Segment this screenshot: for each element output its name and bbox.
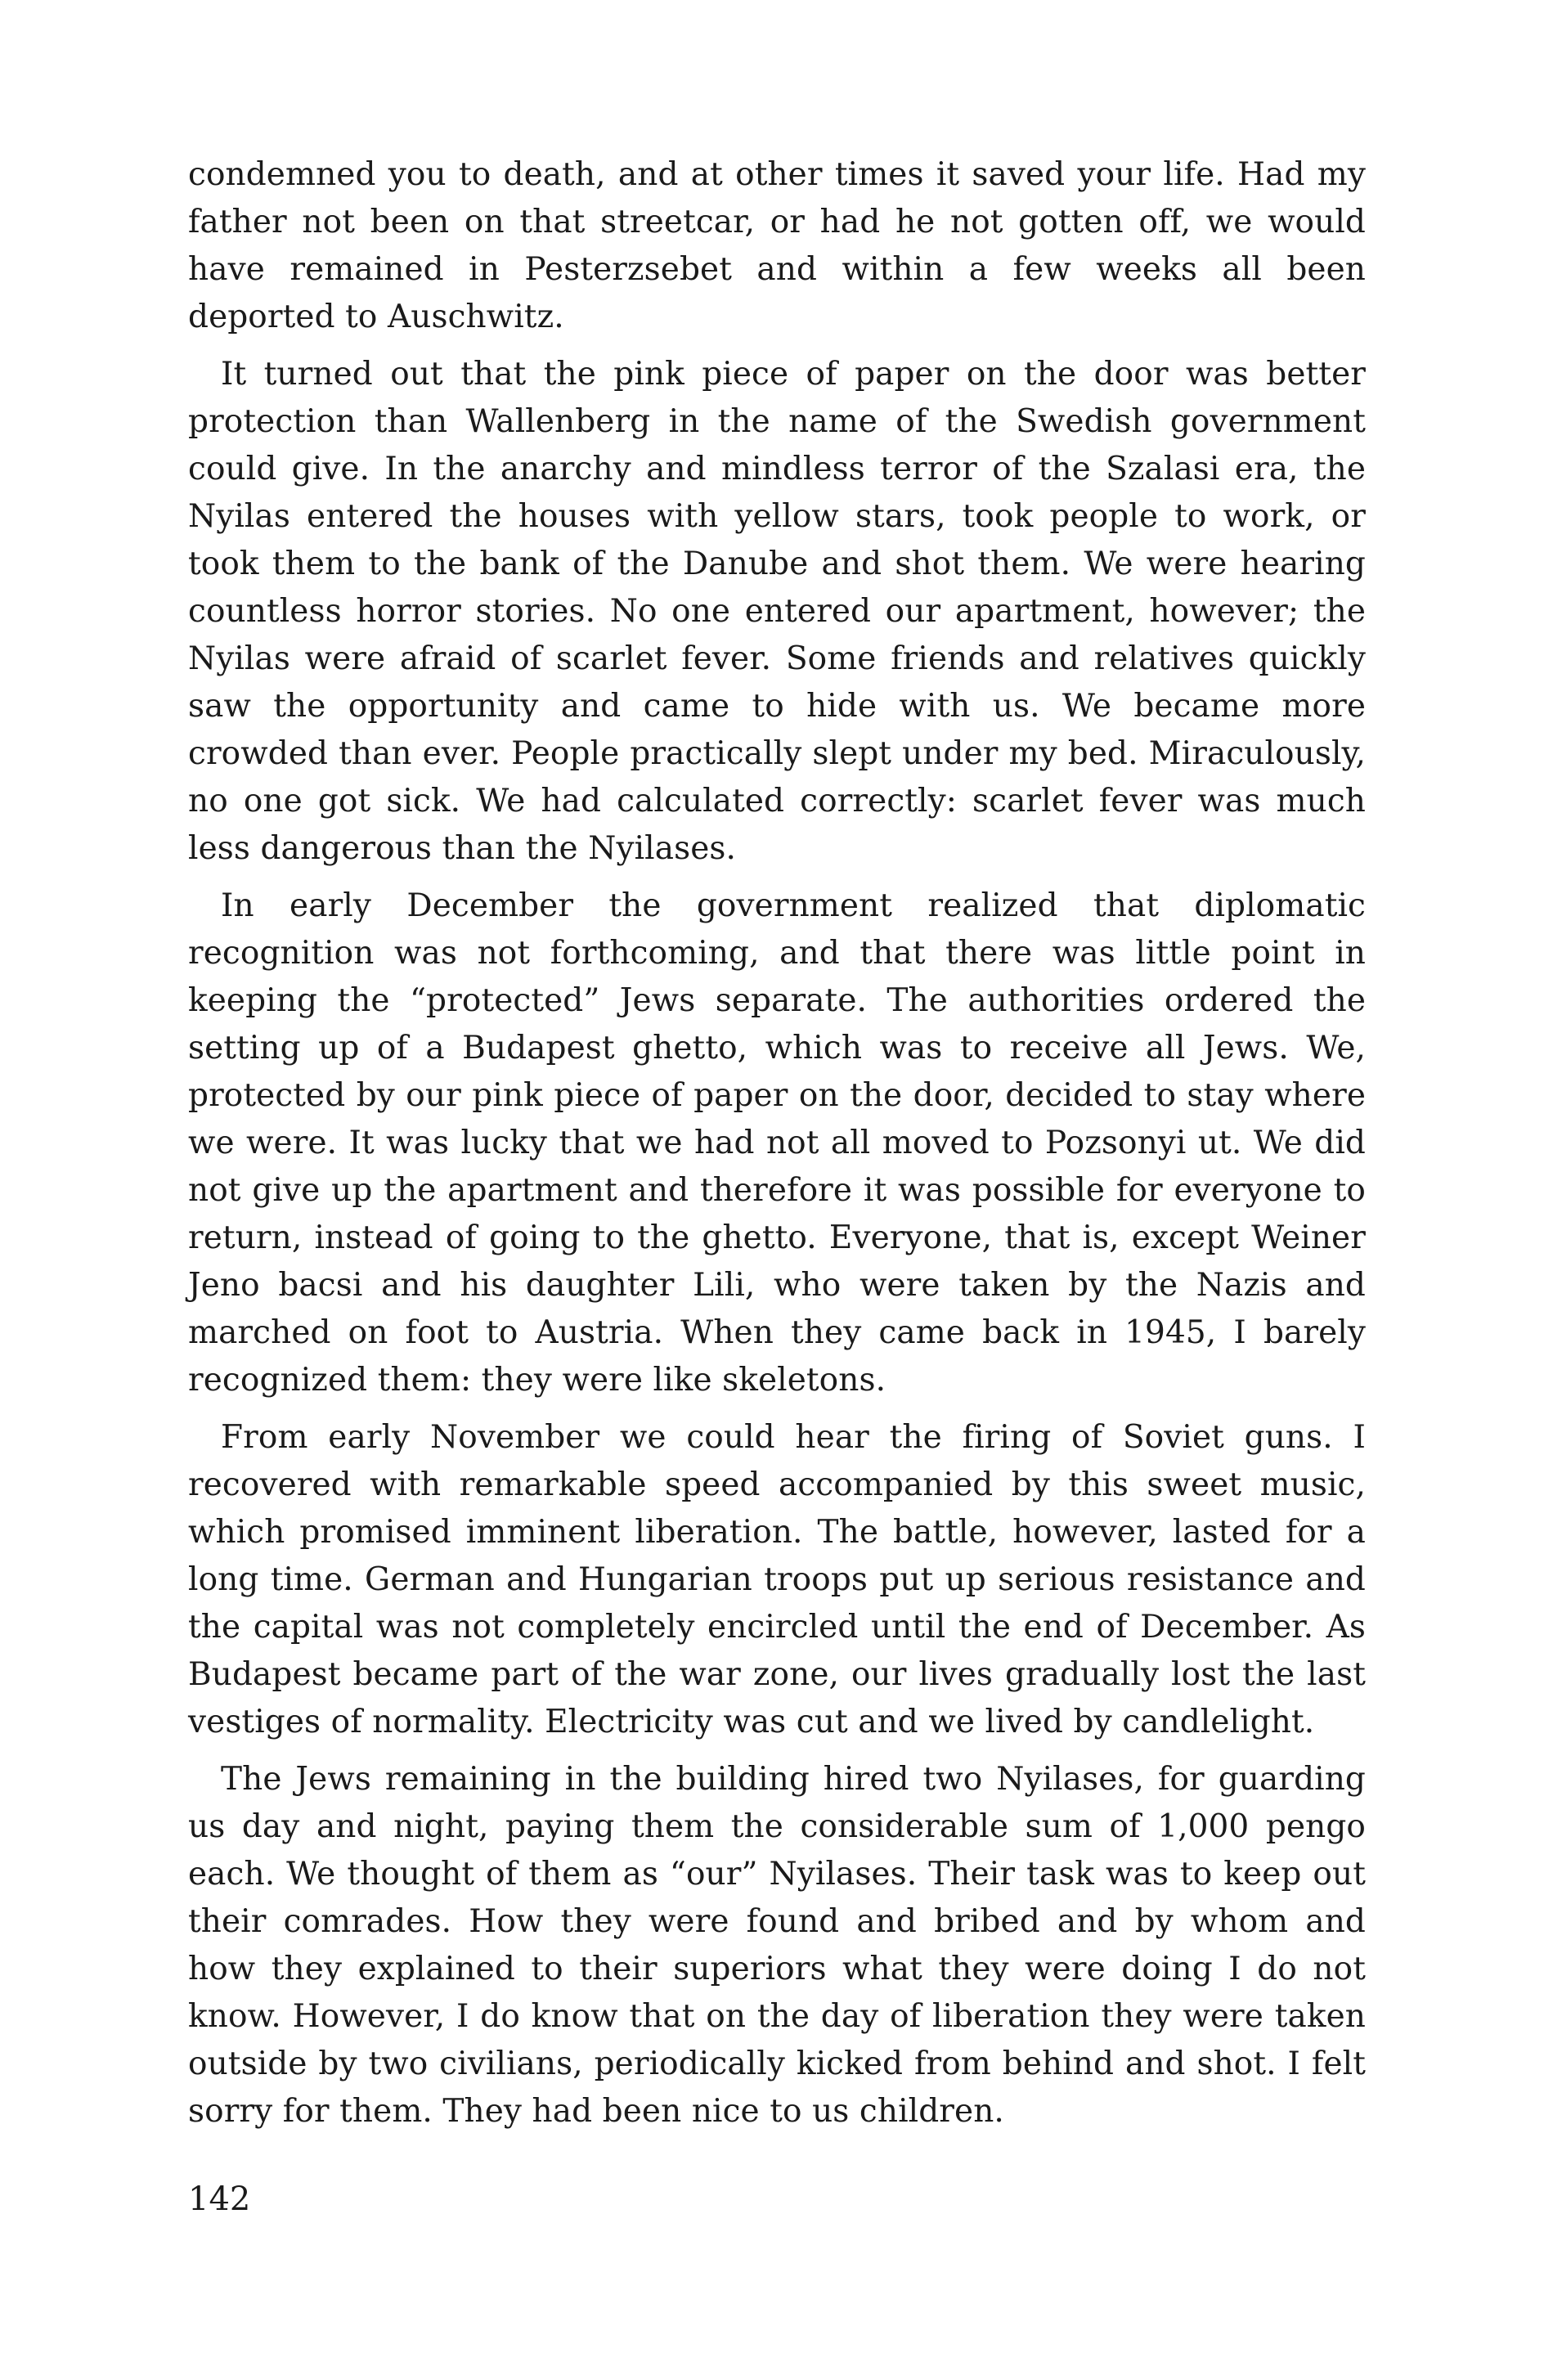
paragraph-continued: condemned you to death, and at other times it saved your life. Had my father not been on that streetcar, or had he not gotten off, we would have remained in Pesterzsebet and within a few weeks all been deported to Auschwitz. xyxy=(188,156,1366,335)
paragraph-nyilas-guards: The Jews remaining in the building hired two Nyilases, for guarding us day and night, paying them the considerable sum of 1,000 pengo each. We thought of them as “our” Nyilases. Their task was to keep out their comrades. How they were found and bribed and by whom and how they explained to their superiors what they were doing I do not know. However, I do know that on the day of liberation they were taken outside by two civilians, periodically kicked from behind and shot. I felt sorry for them. They had been nice to us children. xyxy=(188,1761,1366,2130)
page-body xyxy=(188,151,1366,2135)
page-number: 142 xyxy=(188,2180,251,2218)
paragraph-ghetto: In early December the government realized that diplomatic recognition was not forthcoming, and that there was little point in keeping the “protected” Jews separate. The authorities ordered the setting up of a Budapest ghetto, which was to receive all Jews. We, protected by our pink piece of paper on the door, decided to stay where we were. It was lucky that we had not all moved to Pozsonyi ut. We did not give up the apartment and therefore it was possible for everyone to return, instead of going to the ghetto. Everyone, that is, except Weiner Jeno bacsi and his daughter Lili, who were taken by the Nazis and marched on foot to Austria. When they came back in 1945, I barely recognized them: they were like skeletons. xyxy=(188,887,1366,1399)
paragraph-soviet-guns: From early November we could hear the firing of Soviet guns. I recovered with remarkable speed accompanied by this sweet music, which promised imminent liberation. The battle, however, lasted for a long time. German and Hungarian troops put up serious resistance and the capital was not completely encircled until the end of December. As Budapest became part of the war zone, our lives gradually lost the last vestiges of normality. Electricity was cut and we lived by candlelight. xyxy=(188,1419,1366,1740)
paragraph-pink-paper: It turned out that the pink piece of paper on the door was better protection than Wallenberg in the name of the Swedish government could give. In the anarchy and mindless terror of the Szalasi era, the Nyilas entered the houses with yellow stars, took people to work, or took them to the bank of the Danube and shot them. We were hearing countless horror stories. No one entered our apartment, however; the Nyilas were afraid of scarlet fever. Some friends and relatives quickly saw the opportunity and came to hide with us. We became more crowded than ever. People practically slept under my bed. Miraculously, no one got sick. We had calculated correctly: scarlet fever was much less dangerous than the Nyilases. xyxy=(188,356,1366,867)
